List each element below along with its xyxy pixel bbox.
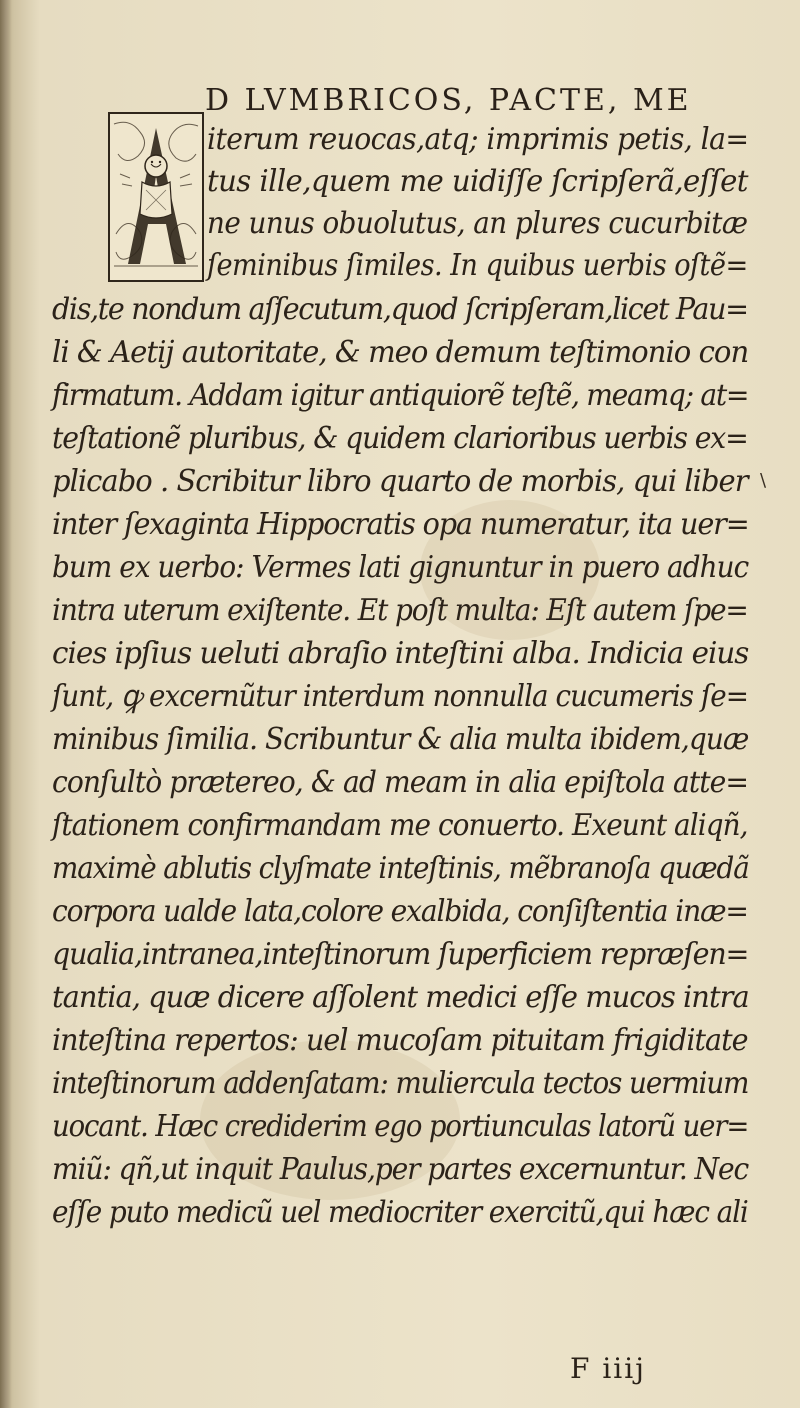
margin-mark: \ bbox=[760, 470, 767, 491]
text-line: tantia, quæ dicere aſſolent medici eſſe mucos intra bbox=[52, 980, 749, 1015]
signature-mark: F iiij bbox=[570, 1352, 646, 1385]
text-line: miũ: qñ,ut inquit Paulus,per partes excernuntur. Nec bbox=[52, 1152, 749, 1187]
text-line: ſeminibus ſimiles. In quibus uerbis oſtẽ= bbox=[207, 248, 748, 283]
text-line: ne unus obuolutus, an plures cucurbitæ bbox=[207, 206, 748, 241]
text-line: inteſtina repertos: uel mucoſam pituitam frigiditate bbox=[52, 1023, 748, 1058]
text-line: intra uterum exiſtente. Et poſt multa: Eſt autem ſpe= bbox=[52, 593, 748, 628]
text-line: bum ex uerbo: Vermes lati gignuntur in puero adhuc bbox=[52, 550, 749, 585]
text-line: conſultò prætereo, & ad meam in alia epiſtola atte= bbox=[52, 765, 748, 800]
text-line: cies ipſius ueluti abraſio inteſtini alba. Indicia eius bbox=[52, 636, 749, 671]
text-line: qualia,intranea,inteſtinorum ſuperficiem repræſen= bbox=[52, 937, 749, 972]
text-line: li & Aetij autoritate, & meo demum teſtimonio con bbox=[52, 335, 749, 370]
text-line: uocant. Hæc crediderim ego portiunculas latorũ uer= bbox=[52, 1109, 749, 1144]
text-line: inter ſexaginta Hippocratis opa numeratur, ita uer= bbox=[52, 507, 749, 542]
text-line: inteſtinorum addenſatam: muliercula tectos uermium bbox=[52, 1066, 749, 1101]
text-line: plicabo . Scribitur libro quarto de morbis, qui liber bbox=[52, 464, 748, 499]
running-head: D LVMBRICOS, PACTE, ME bbox=[205, 83, 692, 118]
text-line: tus ille,quem me uidiſſe ſcripſerã,eſſet bbox=[207, 164, 748, 199]
text-line: teſtationẽ pluribus, & quidem clarioribus uerbis ex= bbox=[52, 421, 748, 456]
text-line: maximè ablutis clyſmate inteſtinis, mẽbranoſa quædã bbox=[52, 851, 749, 886]
text-line: corpora ualde lata,colore exalbida, conſiſtentia inæ= bbox=[52, 894, 748, 929]
text-line: ſunt, ꝙ excernũtur interdum nonnulla cucumeris ſe= bbox=[52, 679, 749, 714]
text-line: eſſe puto medicũ uel mediocriter exercitũ,qui hæc ali bbox=[52, 1195, 748, 1230]
text-line: iterum reuocas,atq; imprimis petis, la= bbox=[207, 122, 749, 157]
text-line: ſtationem confirmandam me conuerto. Exeunt aliqñ, bbox=[52, 808, 748, 843]
text-line: dis,te nondum aſſecutum,quod ſcripſeram,licet Pau= bbox=[52, 292, 748, 327]
text-line: firmatum. Addam igitur antiquiorẽ teſtẽ, meamq; at= bbox=[52, 378, 749, 413]
text-line: minibus ſimilia. Scribuntur & alia multa ibidem,quæ bbox=[52, 722, 749, 757]
